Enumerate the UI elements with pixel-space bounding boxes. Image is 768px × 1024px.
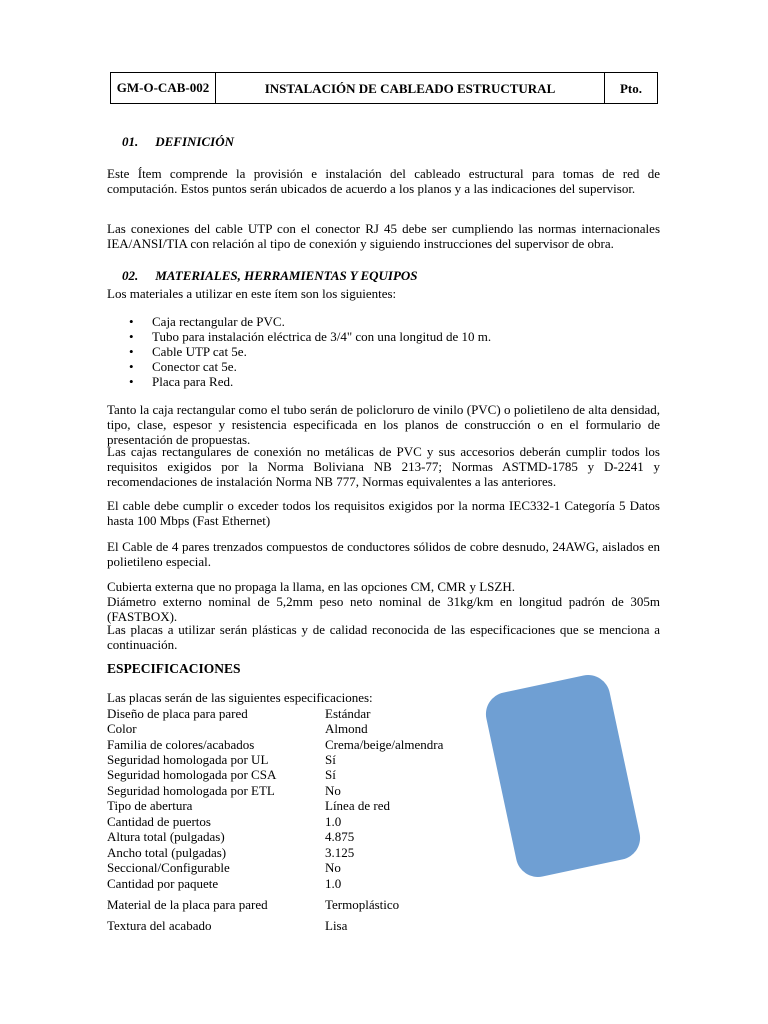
spec-value: 1.0 bbox=[325, 814, 342, 829]
list-item: • Placa para Red. bbox=[107, 374, 491, 389]
spec-key: Seccional/Configurable bbox=[107, 860, 230, 875]
spec-value: Crema/beige/almendra bbox=[325, 737, 444, 752]
paragraph-materials-f: Diámetro externo nominal de 5,2mm peso neto nominal de 31kg/km en longitud padrón de 305m (FASTBOX). bbox=[107, 594, 660, 624]
spec-key: Seguridad homologada por ETL bbox=[107, 783, 275, 798]
section-heading-materiales bbox=[122, 268, 418, 283]
section-number: 02. bbox=[122, 268, 139, 283]
spec-row bbox=[107, 767, 507, 782]
spec-key: Textura del acabado bbox=[107, 918, 212, 933]
spec-value: Termoplástico bbox=[325, 897, 400, 912]
spec-row bbox=[107, 918, 507, 933]
item-unit: Pto. bbox=[619, 80, 643, 96]
paragraph-materials-e: Cubierta externa que no propaga la llama, en las opciones CM, CMR y LSZH. bbox=[107, 579, 515, 594]
section-title: MATERIALES, HERRAMIENTAS Y EQUIPOS bbox=[155, 268, 418, 283]
spec-row bbox=[107, 706, 507, 721]
spec-row bbox=[107, 829, 507, 844]
spec-value: No bbox=[325, 783, 341, 798]
spec-key: Cantidad por paquete bbox=[107, 876, 219, 891]
item-code: GM-O-CAB-002 bbox=[111, 73, 216, 103]
spec-value: 1.0 bbox=[325, 876, 342, 891]
spec-key: Seguridad homologada por CSA bbox=[107, 767, 277, 782]
list-item: • Conector cat 5e. bbox=[107, 359, 491, 374]
spec-row bbox=[107, 897, 507, 912]
paragraph-materials-b: Las cajas rectangulares de conexión no metálicas de PVC y sus accesorios deberán cumplir todos los requisitos exigidos por la Norma Boliviana NB 213-77; Normas ASTMD-1785 y D-2241 y recomendaciones de instalación Norma NB 777, Normas equivalentes a las anteriores. bbox=[107, 444, 660, 489]
spec-key: Tipo de abertura bbox=[107, 798, 193, 813]
spec-value: Estándar bbox=[325, 706, 371, 721]
spec-row bbox=[107, 783, 507, 798]
paragraph-materials-a: Tanto la caja rectangular como el tubo serán de policloruro de vinilo (PVC) o polietileno de alta densidad, tipo, clase, espesor y resistencia especificada en los planos de construcción o en el formulario de presentación de propuestas. bbox=[107, 402, 660, 447]
item-title: INSTALACIÓN DE CABLEADO ESTRUCTURAL bbox=[216, 73, 605, 103]
materials-list bbox=[107, 314, 491, 389]
spec-key: Cantidad de puertos bbox=[107, 814, 211, 829]
spec-row bbox=[107, 721, 507, 736]
spec-key: Altura total (pulgadas) bbox=[107, 829, 225, 844]
spec-key: Material de la placa para pared bbox=[107, 897, 268, 912]
spec-key: Color bbox=[107, 721, 137, 736]
spec-value: Sí bbox=[325, 752, 336, 767]
paragraph-materials-g: Las placas a utilizar serán plásticas y de calidad reconocida de las especificaciones que se menciona a continuación. bbox=[107, 622, 660, 652]
spec-row bbox=[107, 737, 507, 752]
spec-row bbox=[107, 798, 507, 813]
section-number: 01. bbox=[122, 134, 139, 149]
spec-value: 3.125 bbox=[325, 845, 355, 860]
spec-value: Almond bbox=[325, 721, 368, 736]
paragraph-materials-d: El Cable de 4 pares trenzados compuestos de conductores sólidos de cobre desnudo, 24AWG, aislados en polietileno especial. bbox=[107, 539, 660, 569]
spec-value: No bbox=[325, 860, 341, 875]
spec-row bbox=[107, 814, 507, 829]
paragraph-materials-c: El cable debe cumplir o exceder todos los requisitos exigidos por la norma IEC332-1 Categoría 5 Datos hasta 100 Mbps (Fast Ethernet) bbox=[107, 498, 660, 528]
section-heading-definicion bbox=[122, 134, 234, 149]
list-item: • Cable UTP cat 5e. bbox=[107, 344, 491, 359]
spec-value: Lisa bbox=[325, 918, 348, 933]
list-item: • Tubo para instalación eléctrica de 3/4" con una longitud de 10 m. bbox=[107, 329, 491, 344]
spec-value: Sí bbox=[325, 767, 336, 782]
spec-value: 4.875 bbox=[325, 829, 355, 844]
header-table bbox=[110, 72, 658, 104]
materials-intro: Los materiales a utilizar en este ítem son los siguientes: bbox=[107, 286, 397, 301]
spec-row bbox=[107, 860, 507, 875]
list-item: • Caja rectangular de PVC. bbox=[107, 314, 491, 329]
spec-key: Seguridad homologada por UL bbox=[107, 752, 269, 767]
spec-key: Ancho total (pulgadas) bbox=[107, 845, 227, 860]
spec-key: Diseño de placa para pared bbox=[107, 706, 248, 721]
specifications-intro: Las placas serán de las siguientes especificaciones: bbox=[107, 690, 373, 705]
spec-value: Línea de red bbox=[325, 798, 390, 813]
section-title: DEFINICIÓN bbox=[155, 134, 234, 149]
paragraph-definicion-1: Este Ítem comprende la provisión e instalación del cableado estructural para tomas de red de computación. Estos puntos serán ubicados de acuerdo a los planos y a las indicaciones del supervisor. bbox=[107, 166, 660, 196]
spec-row bbox=[107, 876, 507, 891]
spec-row bbox=[107, 845, 507, 860]
paragraph-definicion-2: Las conexiones del cable UTP con el conector RJ 45 debe ser cumpliendo las normas internacionales IEA/ANSI/TIA con relación al tipo de conexión y siguiendo instrucciones del supervisor de obra. bbox=[107, 221, 660, 251]
spec-row bbox=[107, 752, 507, 767]
specifications-heading: ESPECIFICACIONES bbox=[107, 661, 241, 676]
spec-key: Familia de colores/acabados bbox=[107, 737, 255, 752]
